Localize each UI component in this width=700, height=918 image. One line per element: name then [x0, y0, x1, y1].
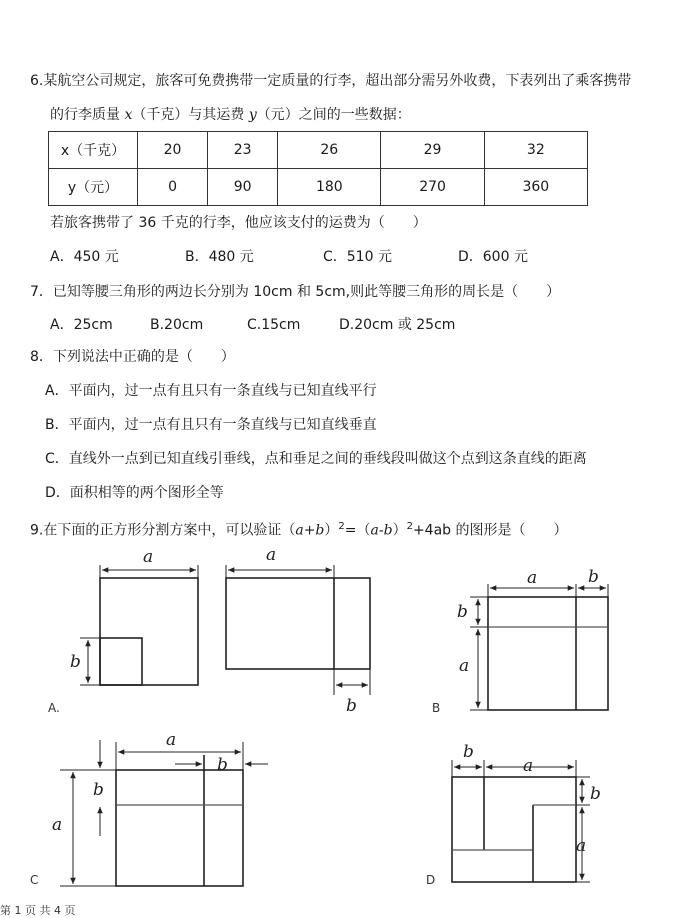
figure-a-square [100, 578, 198, 685]
figure-b-label-b: b [588, 567, 599, 587]
figure-c-square [116, 770, 243, 886]
q7-stem: 7．已知等腰三角形的两边长分别为 10cm 和 5cm,则此等腰三角形的周长是（ ） [30, 284, 561, 300]
figure-b-label-a-vertical: a [459, 656, 470, 676]
q6-stem-pre: 的行李质量 [50, 107, 125, 123]
q6-option-d: D．600 元 [458, 249, 528, 265]
figure-b [470, 584, 608, 710]
figure-a2-label-a: a [266, 545, 277, 565]
figure-d-label-a-vertical: a [576, 836, 587, 856]
q8-option-b: B．平面内，过一点有且只有一条直线与已知直线垂直 [45, 417, 377, 433]
figure-c-label-a: a [166, 730, 177, 750]
figure-c-label-a-vertical: a [52, 815, 63, 835]
figure-d-label-b-vertical: b [590, 784, 601, 804]
q6-var-y: y [248, 107, 257, 123]
table-cell: 360 [484, 169, 587, 206]
figure-c-option-label: C [30, 873, 39, 887]
figure-a2 [226, 565, 370, 695]
figure-c [60, 740, 268, 886]
table-cell: 20 [138, 132, 208, 169]
table-cell: 0 [138, 169, 208, 206]
q9-equals: =（ [344, 522, 371, 539]
figure-a2-rect [226, 578, 370, 669]
table-cell: 32 [484, 132, 587, 169]
q8-stem: 8．下列说法中正确的是（ ） [30, 349, 235, 365]
q8-option-d: D．面积相等的两个图形全等 [45, 485, 224, 501]
q9-exponent-2: 2 [406, 521, 413, 532]
q9-paren-close-2: ） [392, 522, 407, 539]
table-cell: 180 [278, 169, 381, 206]
figure-a-small-square [100, 638, 142, 685]
table-cell: 23 [208, 132, 278, 169]
q6-option-c: C．510 元 [323, 249, 392, 265]
table-header-y: y（元） [49, 169, 138, 206]
figure-a-option-label: A. [48, 701, 60, 715]
figure-b-square [488, 597, 608, 710]
q9-stem-post: +4ab 的图形是（ ） [412, 522, 568, 539]
figure-a [80, 565, 198, 685]
table-cell: 270 [381, 169, 484, 206]
q6-var-x: x [124, 107, 133, 123]
q7-option-c: C.15cm [247, 317, 301, 333]
q9-exponent-1: 2 [338, 521, 345, 532]
figure-d-option-label: D [426, 873, 436, 887]
q6-stem-mid: （千克）与其运费 [132, 107, 249, 123]
q6-question: 若旅客携带了 36 千克的行李，他应该支付的运费为（ ） [50, 215, 427, 231]
q6-option-b: B．480 元 [185, 249, 254, 265]
figure-d-label-a: a [523, 756, 534, 776]
q6-stem-post: （元）之间的一些数据： [256, 107, 411, 123]
table-header-x: x（千克） [49, 132, 138, 169]
q9-expr-sum: a+b [295, 522, 325, 539]
table-cell: 90 [208, 169, 278, 206]
q7-option-d: D.20cm 或 25cm [339, 317, 456, 333]
figure-b-option-label: B [432, 701, 441, 715]
figure-a-label-b: b [70, 652, 81, 672]
q9-expr-diff: a-b [370, 522, 393, 539]
table-cell: 29 [381, 132, 484, 169]
q6-stem-line1: 6.某航空公司规定，旅客可免费携带一定质量的行李，超出部分需另外收费，下表列出了乘客携带 [30, 73, 632, 89]
figure-c-label-b: b [217, 755, 228, 775]
figure-a2-label-b: b [346, 696, 357, 716]
q9-paren-close-1: ） [324, 522, 339, 539]
q8-option-a: A．平面内，过一点有且只有一条直线与已知直线平行 [45, 383, 377, 399]
figure-b-label-b-vertical: b [457, 602, 468, 622]
page-footer: 第 1 页 共 4 页 [0, 904, 76, 917]
q7-option-a: A．25cm [50, 317, 113, 333]
q7-option-b: B.20cm [150, 317, 204, 333]
q6-option-a: A．450 元 [50, 249, 119, 265]
q9-stem-pre: 9.在下面的正方形分割方案中，可以验证（ [30, 522, 296, 539]
q8-option-c: C．直线外一点到已知直线引垂线，点和垂足之间的垂线段叫做这个点到这条直线的距离 [45, 451, 587, 467]
figure-d-square [452, 777, 576, 882]
figure-b-label-a: a [527, 568, 538, 588]
table-cell: 26 [278, 132, 381, 169]
figure-a-label-a: a [143, 547, 154, 567]
figure-c-label-b-vertical: b [93, 780, 104, 800]
figure-d-label-b: b [463, 742, 474, 762]
figure-d [452, 760, 590, 882]
